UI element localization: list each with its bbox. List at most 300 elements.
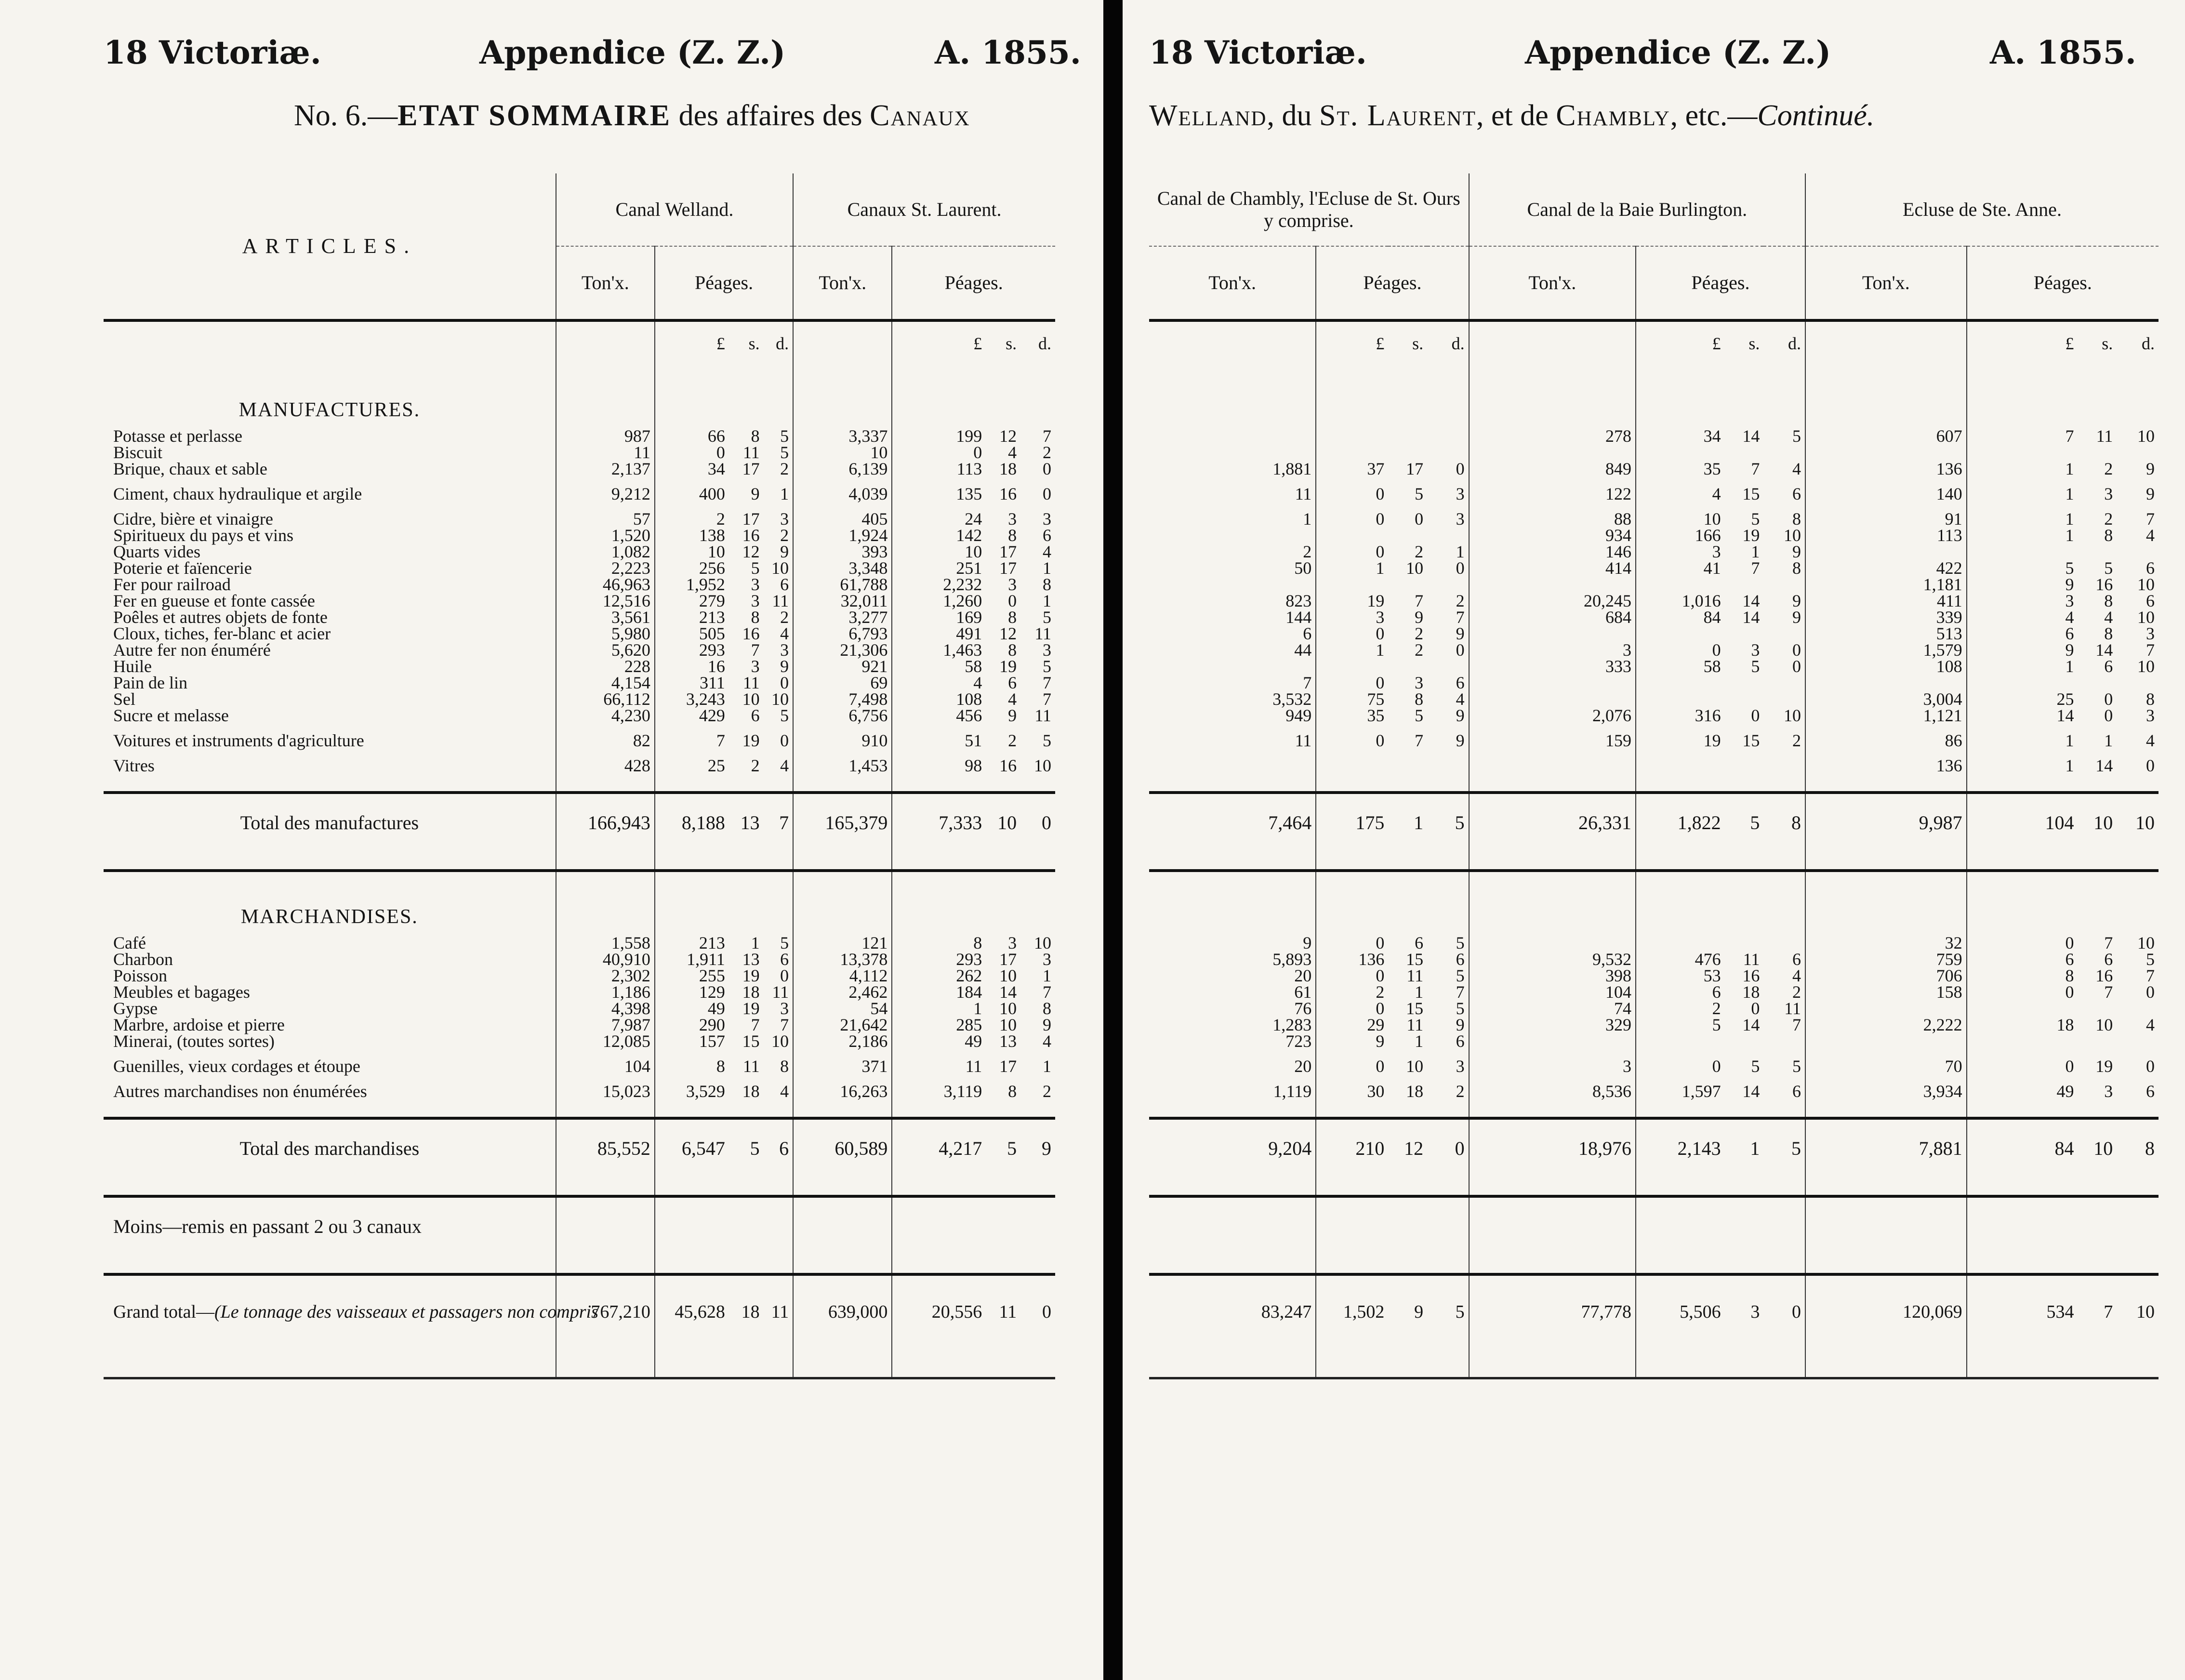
steanne-tonnage: [1805, 444, 1967, 461]
chambly-pence: 5: [1427, 1274, 1469, 1348]
welland-shillings: 19: [742, 731, 760, 750]
chambly-shillings: 11: [1406, 1015, 1424, 1034]
chambly-pounds: 210: [1355, 1138, 1385, 1159]
welland-pence: 9: [764, 658, 794, 675]
welland-pounds: 293: [699, 640, 725, 660]
stlaurent-tonnage: 10: [793, 444, 892, 461]
stlaurent-pounds: 4,217: [939, 1138, 982, 1159]
stlaurent-shillings: 0: [1008, 591, 1017, 610]
stlaurent-tonnage: 371: [793, 1049, 892, 1083]
empty-cell: [2078, 1196, 2117, 1256]
steanne-tonnage: 113: [1805, 527, 1967, 543]
table-row: [104, 543, 1055, 560]
empty-cell: [1388, 1196, 1427, 1256]
chambly-tonnage: 7: [1149, 675, 1316, 691]
chambly-tonnage: 1,119: [1149, 1083, 1316, 1099]
burlington-tonnage: 934: [1469, 527, 1636, 543]
chambly-tonnage: [1149, 658, 1316, 675]
empty-cell: [1469, 1099, 1636, 1118]
title-continue: Continué.: [1757, 99, 1875, 132]
steanne-pence: 10: [2136, 1302, 2155, 1322]
chambly-shillings: 2: [1415, 640, 1424, 660]
stlaurent-pence: 0: [1043, 459, 1051, 478]
table-row: [104, 527, 1055, 543]
burlington-pounds: 58: [1703, 657, 1721, 676]
chambly-pounds: 0: [1376, 624, 1385, 643]
steanne-pence: 3: [2146, 706, 2155, 725]
steanne-pence: 6: [2146, 1082, 2155, 1101]
burlington-tonnage: [1469, 625, 1636, 642]
welland-pence: 6: [764, 951, 794, 967]
welland-tonnage: 4,154: [556, 675, 655, 691]
table-row: [1149, 1000, 2159, 1017]
welland-shillings: 8: [751, 426, 760, 446]
steanne-pence: 9: [2146, 484, 2155, 503]
welland-shillings: 15: [742, 1032, 760, 1051]
steanne-pounds: 9: [2065, 640, 2074, 660]
stlaurent-pounds: 58: [965, 657, 982, 676]
article-label: Autres marchandises non énumérées: [104, 1083, 556, 1099]
table-row: [1149, 527, 2159, 543]
welland-pence: 1: [764, 477, 794, 511]
table-row: [1149, 967, 2159, 984]
stlaurent-shillings: 11: [999, 1302, 1017, 1322]
year-header: A. 1855.: [935, 34, 1081, 71]
empty-cell: [1763, 1099, 1805, 1118]
empty-cell: [2078, 1177, 2117, 1196]
chambly-pence: 2: [1427, 1083, 1469, 1099]
article-label: Gypse: [104, 1000, 556, 1017]
welland-tonnage: 3,561: [556, 609, 655, 625]
book-spine: [1103, 0, 1123, 1680]
steanne-shillings: 10: [2093, 1138, 2113, 1159]
welland-tonnage: 1,186: [556, 984, 655, 1000]
empty-cell: [729, 871, 764, 935]
table-row: [104, 511, 1055, 527]
steanne-pence: [2117, 543, 2159, 560]
stlaurent-pounds: 8: [973, 933, 982, 952]
empty-cell: [2078, 852, 2117, 871]
empty-cell: [1763, 1177, 1805, 1196]
stlaurent-pence: 1: [1043, 591, 1051, 610]
chambly-pence: 6: [1427, 675, 1469, 691]
chambly-shillings: 17: [1406, 459, 1424, 478]
empty-cell: [1469, 365, 1636, 428]
welland-shillings: 3: [751, 657, 760, 676]
stlaurent-shillings: 12: [999, 624, 1017, 643]
burlington-shillings: 3: [1750, 1302, 1760, 1322]
empty-cell: [1427, 774, 1469, 793]
chambly-pence: 0: [1427, 642, 1469, 658]
steanne-tonnage: 9,987: [1805, 793, 1967, 852]
steanne-tonnage: 7,881: [1805, 1118, 1967, 1177]
total-marchandises-label: Total des marchandises: [104, 1118, 556, 1177]
article-label: Poterie et faïencerie: [104, 560, 556, 576]
empty-cell: [1636, 365, 1725, 428]
welland-pence: 11: [764, 1274, 794, 1348]
empty-cell: [892, 365, 986, 428]
title-st-laurent: St. Laurent: [1319, 99, 1476, 132]
empty-cell: [1020, 365, 1055, 428]
burlington-tonnage: 88: [1469, 511, 1636, 527]
steanne-tonnage: 158: [1805, 984, 1967, 1000]
burlington-tonnage: 26,331: [1469, 793, 1636, 852]
appendix-header: Appendice (Z. Z.): [1525, 34, 1831, 71]
chambly-pounds: 0: [1376, 966, 1385, 985]
empty-cell: [556, 1196, 655, 1256]
empty-cell: [2117, 1196, 2159, 1256]
chambly-pounds: 35: [1367, 706, 1385, 725]
stlaurent-shillings: 10: [999, 966, 1017, 985]
empty-cell: [1725, 1099, 1764, 1118]
steanne-pounds: [1967, 675, 2078, 691]
chambly-shillings: 7: [1415, 591, 1424, 610]
stlaurent-tonnage: 921: [793, 658, 892, 675]
stlaurent-pounds: 1,463: [943, 640, 982, 660]
burlington-shillings: 15: [1742, 731, 1760, 750]
empty-cell: [2117, 1256, 2159, 1274]
welland-pence: 4: [764, 625, 794, 642]
article-label: Quarts vides: [104, 543, 556, 560]
burlington-tonnage: 122: [1469, 477, 1636, 511]
empty-cell: [764, 1196, 794, 1256]
burlington-tonnage: 684: [1469, 609, 1636, 625]
stlaurent-shillings: 3: [1008, 933, 1017, 952]
chambly-pence: 4: [1427, 691, 1469, 707]
empty-cell: [1805, 1196, 1967, 1256]
burlington-pounds: 53: [1703, 966, 1721, 985]
burlington-pounds: 3: [1712, 542, 1721, 561]
empty-cell: [1316, 1196, 1388, 1256]
steanne-pounds: 1: [2065, 484, 2074, 503]
stlaurent-tonnage: 393: [793, 543, 892, 560]
stlaurent-tonnage: 639,000: [793, 1274, 892, 1348]
burlington-pounds: 10: [1703, 509, 1721, 529]
burlington-pounds: 35: [1703, 459, 1721, 478]
empty-cell: [764, 365, 794, 428]
welland-pence: 2: [764, 527, 794, 543]
welland-tonnage: 15,023: [556, 1083, 655, 1099]
empty-cell: [1725, 852, 1764, 871]
burlington-pounds: 5,506: [1680, 1302, 1721, 1322]
welland-pence: 10: [764, 560, 794, 576]
stlaurent-shillings: 9: [1008, 706, 1017, 725]
welland-tonnage: 1,520: [556, 527, 655, 543]
steanne-tonnage: 759: [1805, 951, 1967, 967]
chambly-pounds: 0: [1376, 1057, 1385, 1076]
burlington-pence: 4: [1763, 967, 1805, 984]
table-row: [104, 593, 1055, 609]
burlington-pounds: 0: [1712, 1057, 1721, 1076]
table-row: [1149, 793, 2159, 852]
burlington-pence: 2: [1763, 724, 1805, 757]
chambly-pounds: [1316, 444, 1388, 461]
table-row: [104, 1348, 1055, 1378]
empty-cell: [986, 774, 1020, 793]
table-row: [1149, 428, 2159, 444]
unit-pounds: £: [1376, 334, 1385, 353]
col-tonnage: Ton'x.: [1469, 246, 1636, 320]
empty-cell: [2078, 1099, 2117, 1118]
end-rule: [104, 1348, 556, 1378]
burlington-tonnage: 3: [1469, 642, 1636, 658]
steanne-tonnage: 1,121: [1805, 707, 1967, 724]
burlington-pounds: 166: [1695, 526, 1721, 545]
chambly-pence: 6: [1427, 1033, 1469, 1049]
burlington-pence: 8: [1763, 560, 1805, 576]
welland-pence: 10: [764, 1033, 794, 1049]
steanne-pounds: 4: [2065, 608, 2074, 627]
steanne-pounds: 5: [2065, 558, 2074, 578]
table-row: [104, 1017, 1055, 1033]
burlington-pounds: 1,822: [1677, 812, 1721, 833]
stlaurent-tonnage: 121: [793, 935, 892, 951]
table-row: [1149, 477, 2159, 511]
article-label: Cidre, bière et vinaigre: [104, 511, 556, 527]
burlington-pence: 0: [1763, 1274, 1805, 1348]
welland-pounds: 8: [716, 1057, 725, 1076]
chambly-tonnage: [1149, 428, 1316, 444]
table-row: [1149, 625, 2159, 642]
chambly-tonnage: 20: [1149, 1049, 1316, 1083]
steanne-tonnage: 140: [1805, 477, 1967, 511]
burlington-pence: [1763, 625, 1805, 642]
table-row: [1149, 658, 2159, 675]
chambly-tonnage: 20: [1149, 967, 1316, 984]
empty-cell: [2117, 871, 2159, 935]
empty-cell: [1149, 1256, 1316, 1274]
steanne-pounds: 18: [2056, 1015, 2074, 1034]
burlington-pence: 2: [1763, 984, 1805, 1000]
welland-pence: 5: [764, 444, 794, 461]
empty-cell: [986, 1348, 1020, 1378]
welland-pounds: 138: [699, 526, 725, 545]
article-label: Spiritueux du pays et vins: [104, 527, 556, 543]
stlaurent-pence: 1: [1043, 1057, 1051, 1076]
table-title-canaux: Canaux: [870, 99, 970, 132]
empty-cell: [1149, 1099, 1316, 1118]
welland-pounds: 1,952: [686, 575, 725, 594]
total-manufactures-label: Total des manufactures: [104, 793, 556, 852]
burlington-tonnage: [1469, 757, 1636, 774]
steanne-pounds: [1967, 444, 2078, 461]
table-row: [1149, 593, 2159, 609]
chambly-shillings: 1: [1414, 812, 1424, 833]
empty-cell: [1427, 1348, 1469, 1378]
steanne-pence: 9: [2146, 459, 2155, 478]
steanne-tonnage: 3,004: [1805, 691, 1967, 707]
stlaurent-pounds: 10: [965, 542, 982, 561]
chambly-pounds: 1,502: [1343, 1302, 1385, 1322]
chambly-pence: 2: [1427, 593, 1469, 609]
chambly-pounds: 2: [1376, 982, 1385, 1002]
empty-cell: [1725, 365, 1764, 428]
stlaurent-pounds: 108: [956, 689, 982, 709]
empty-cell: [892, 774, 986, 793]
chambly-tonnage: 9: [1149, 935, 1316, 951]
empty-cell: [1388, 852, 1427, 871]
empty-cell: [1020, 1348, 1055, 1378]
chambly-pounds: 136: [1358, 950, 1385, 969]
burlington-pence: [1763, 757, 1805, 774]
chambly-pounds: [1316, 576, 1388, 593]
table-row: [1149, 691, 2159, 707]
welland-shillings: 10: [742, 689, 760, 709]
steanne-tonnage: 1,181: [1805, 576, 1967, 593]
col-peages: Péages.: [1316, 246, 1469, 320]
chambly-pence: 0: [1427, 560, 1469, 576]
burlington-shillings: 5: [1751, 509, 1760, 529]
chambly-shillings: 1: [1415, 1032, 1424, 1051]
table-title-main: ETAT SOMMAIRE: [397, 99, 672, 132]
chambly-pence: 3: [1427, 511, 1469, 527]
burlington-shillings: 3: [1751, 640, 1760, 660]
empty-cell: [1388, 1348, 1427, 1378]
burlington-pence: 6: [1763, 1083, 1805, 1099]
stlaurent-shillings: 4: [1008, 443, 1017, 462]
stlaurent-shillings: 8: [1008, 640, 1017, 660]
empty-cell: [655, 1348, 729, 1378]
table-row: [1149, 757, 2159, 774]
stlaurent-tonnage: 21,642: [793, 1017, 892, 1033]
steanne-tonnage: 120,069: [1805, 1274, 1967, 1348]
welland-pounds: 3,529: [686, 1082, 725, 1101]
steanne-pence: 6: [2146, 558, 2155, 578]
empty-cell: [986, 1099, 1020, 1118]
welland-pence: 11: [764, 984, 794, 1000]
chambly-pounds: 1: [1376, 558, 1385, 578]
burlington-shillings: 19: [1742, 526, 1760, 545]
chambly-pounds: 0: [1376, 484, 1385, 503]
welland-tonnage: 66,112: [556, 691, 655, 707]
burlington-tonnage: 20,245: [1469, 593, 1636, 609]
welland-pounds: 2: [716, 509, 725, 529]
table-row: [104, 658, 1055, 675]
welland-shillings: 8: [751, 608, 760, 627]
steanne-shillings: 4: [2104, 608, 2113, 627]
steanne-pence: 7: [2146, 966, 2155, 985]
chambly-tonnage: 11: [1149, 724, 1316, 757]
welland-pence: 3: [764, 642, 794, 658]
table-row: [104, 707, 1055, 724]
welland-shillings: 5: [751, 558, 760, 578]
table-row: [104, 642, 1055, 658]
empty-cell: [1316, 1099, 1388, 1118]
article-label: Fer en gueuse et fonte cassée: [104, 593, 556, 609]
stlaurent-shillings: 3: [1008, 575, 1017, 594]
stlaurent-shillings: 17: [999, 558, 1017, 578]
chambly-pence: [1427, 527, 1469, 543]
stlaurent-pence: 5: [1043, 657, 1051, 676]
table-row: [104, 461, 1055, 477]
group-ste-anne: Ecluse de Ste. Anne.: [1805, 173, 2159, 246]
table-row: [104, 1000, 1055, 1017]
stlaurent-pounds: 4: [973, 673, 982, 692]
table-row: [1149, 774, 2159, 793]
steanne-tonnage: [1805, 1000, 1967, 1017]
title-sep: , du: [1267, 99, 1319, 132]
steanne-pence: 4: [2146, 526, 2155, 545]
chambly-pounds: [1316, 658, 1388, 675]
chambly-pence: [1427, 658, 1469, 675]
stlaurent-shillings: 8: [1008, 608, 1017, 627]
burlington-pence: 5: [1763, 428, 1805, 444]
burlington-shillings: 15: [1742, 484, 1760, 503]
stlaurent-pence: 8: [1043, 575, 1051, 594]
empty-cell: [1427, 365, 1469, 428]
empty-cell: [729, 365, 764, 428]
steanne-shillings: 16: [2095, 966, 2113, 985]
article-label: Fer pour railroad: [104, 576, 556, 593]
welland-shillings: 3: [751, 591, 760, 610]
welland-pounds: 311: [700, 673, 725, 692]
empty-cell: [2078, 774, 2117, 793]
steanne-tonnage: 3,934: [1805, 1083, 1967, 1099]
stlaurent-pounds: 251: [956, 558, 982, 578]
table-row: [1149, 675, 2159, 691]
chambly-pounds: 0: [1376, 731, 1385, 750]
welland-tonnage: 82: [556, 724, 655, 757]
article-label: Vitres: [104, 757, 556, 774]
table-row: [1149, 724, 2159, 757]
steanne-pence: 5: [2146, 950, 2155, 969]
welland-tonnage: 1,558: [556, 935, 655, 951]
stlaurent-pence: 7: [1043, 673, 1051, 692]
chambly-pounds: [1316, 527, 1388, 543]
empty-cell: [1020, 1196, 1055, 1256]
welland-pounds: 505: [699, 624, 725, 643]
unit-pounds: £: [716, 334, 725, 353]
table-row: [1149, 461, 2159, 477]
title-welland: Welland: [1149, 99, 1267, 132]
burlington-shillings: [1725, 935, 1764, 951]
stlaurent-pence: 3: [1043, 509, 1051, 529]
chambly-pounds: [1316, 757, 1388, 774]
welland-shillings: 13: [740, 812, 760, 833]
col-peages: Péages.: [1636, 246, 1805, 320]
stlaurent-pounds: 24: [965, 509, 982, 529]
empty-cell: [1149, 1177, 1316, 1196]
table-row: [1149, 576, 2159, 593]
empty-cell: [986, 871, 1020, 935]
burlington-shillings: 11: [1743, 950, 1760, 969]
stlaurent-pence: 8: [1043, 999, 1051, 1018]
stlaurent-tonnage: 3,337: [793, 428, 892, 444]
steanne-pence: 0: [2146, 1057, 2155, 1076]
steanne-shillings: 0: [2104, 706, 2113, 725]
burlington-pence: [1763, 576, 1805, 593]
burlington-shillings: 5: [1750, 812, 1760, 833]
welland-tonnage: 2,137: [556, 461, 655, 477]
chambly-tonnage: 3,532: [1149, 691, 1316, 707]
steanne-tonnage: 136: [1805, 757, 1967, 774]
empty-cell: [1805, 1348, 1967, 1378]
burlington-pence: 0: [1763, 658, 1805, 675]
stlaurent-tonnage: 4,112: [793, 967, 892, 984]
stlaurent-pounds: 135: [956, 484, 982, 503]
article-label: Poêles et autres objets de fonte: [104, 609, 556, 625]
stlaurent-pounds: 51: [965, 731, 982, 750]
steanne-pence: 7: [2146, 509, 2155, 529]
table-row: [104, 1177, 1055, 1196]
empty-cell: [556, 1177, 655, 1196]
burlington-pounds: [1636, 691, 1725, 707]
empty-cell: [1636, 1196, 1725, 1256]
welland-tonnage: 228: [556, 658, 655, 675]
welland-shillings: 16: [742, 624, 760, 643]
welland-shillings: 6: [751, 706, 760, 725]
unit-pence: d.: [1763, 320, 1805, 365]
